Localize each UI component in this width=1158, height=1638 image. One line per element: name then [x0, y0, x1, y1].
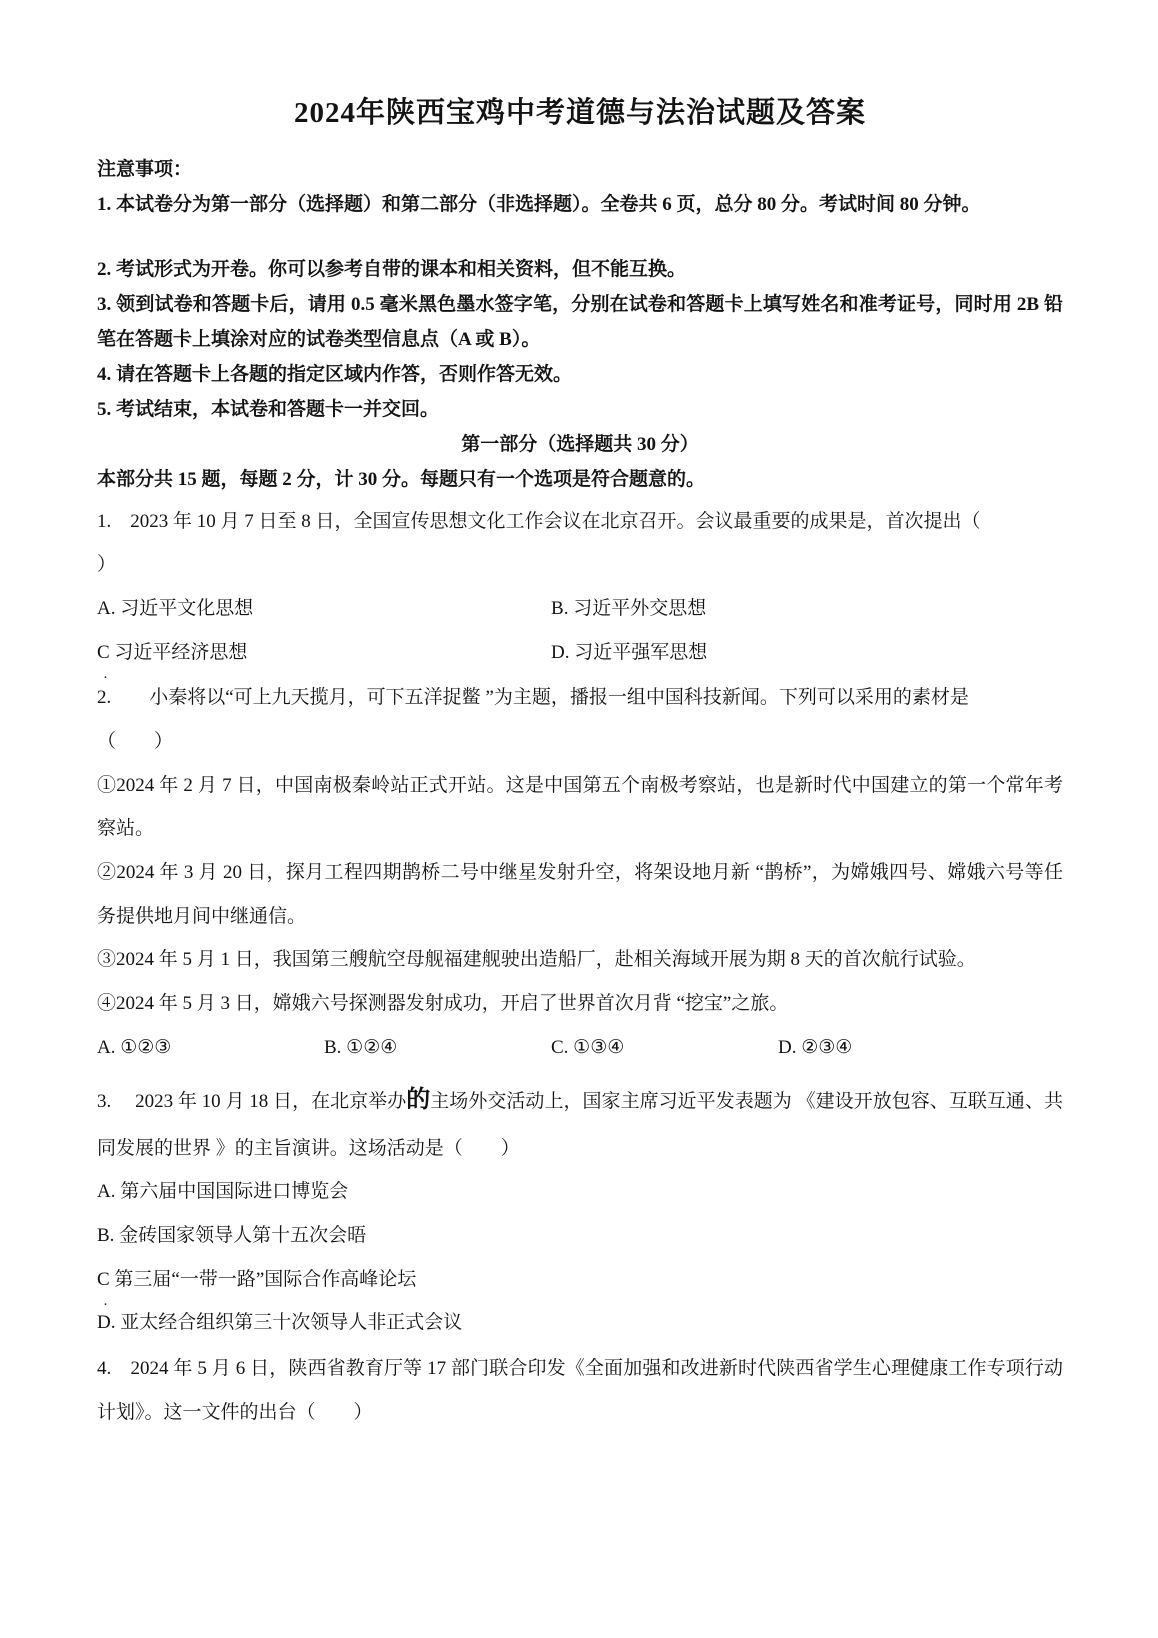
question-3-stem: [97, 1072, 1063, 1171]
question-1-option-d: D. 习近平强军思想: [551, 641, 708, 663]
question-1-options: [97, 587, 1063, 687]
question-2-option-c: C. ①③④: [551, 1036, 625, 1058]
page-title: 2024年陕西宝鸡中考道德与法治试题及答案: [293, 97, 866, 129]
stray-dot-mark: ·: [103, 1297, 108, 1314]
question-1-stem: 1. 2023 年 10 月 7 日至 8 日，全国宣传思想文化工作会议在北京召开。会议最重要的成果是，首次提出（: [97, 510, 981, 532]
question-1-option-a: A. 习近平文化思想: [97, 597, 254, 619]
question-3-stem-pre: 3. 2023 年 10 月 18 日，在北京举办: [97, 1090, 407, 1112]
question-2-item-4: ④2024 年 5 月 3 日，嫦娥六号探测器发射成功，开启了世界首次月背 “挖宝”之旅。: [97, 993, 789, 1015]
question-2-item-2: ②2024 年 3 月 20 日，探月工程四期鹊桥二号中继星发射升空，将架设地月新 “鹊桥”，为嫦娥四号、嫦娥六号等任务提供地月间中继通信。: [97, 862, 1063, 927]
question-2-stem: 2. 小秦将以“可上九天揽月，可下五洋捉鳖 ”为主题，播报一组中国科技新闻。下列可以采用的素材是: [97, 687, 969, 709]
part-instruction: 本部分共 15 题，每题 2 分，计 30 分。每题只有一个选项是符合题意的。: [97, 468, 706, 490]
notice-item-5: 5. 考试结束，本试卷和答题卡一并交回。: [97, 398, 440, 420]
question-3-stem-emphasis: 的: [406, 1085, 431, 1113]
notice-item-1: 1. 本试卷分为第一部分（选择题）和第二部分（非选择题）。全卷共 6 页，总分 80 分。考试时间 80 分钟。: [97, 193, 981, 215]
question-3-option-c-label: C 第三届“一带一路”国际合作高峰论坛: [97, 1268, 417, 1290]
question-2-option-b: B. ①②④: [324, 1036, 398, 1058]
question-4-stem: 4. 2024 年 5 月 6 日，陕西省教育厅等 17 部门联合印发《全面加强和改进新时代陕西省学生心理健康工作专项行动计划》。这一文件的出台（ ）: [97, 1358, 1063, 1423]
questions-area: [97, 500, 1063, 1435]
notice-item-4: 4. 请在答题卡上各题的指定区域内作答，否则作答无效。: [97, 363, 573, 385]
question-3-option-a: A. 第六届中国国际进口博览会: [97, 1181, 349, 1203]
question-1-option-b: B. 习近平外交思想: [551, 597, 707, 619]
question-2-item-1: ①2024 年 2 月 7 日，中国南极秦岭站正式开站。这是中国第五个南极考察站，也是新时代中国建立的第一个常年考察站。: [97, 774, 1063, 840]
question-2-option-a: A. ①②③: [97, 1036, 172, 1058]
question-3-option-c: [97, 1258, 1063, 1314]
question-3: [97, 1072, 1063, 1346]
question-1-option-c-label: C 习近平经济思想: [97, 641, 248, 663]
question-1-stem-continuation: ）: [97, 554, 117, 576]
question-3-stem-post: 主场外交活动上，国家主席习近平发表题为 《建设开放包容、互联互通、共同发展的世界 》的主旨演讲。这场活动是（ ）: [97, 1090, 1063, 1159]
question-3-option-b: B. 金砖国家领导人第十五次会晤: [97, 1225, 367, 1247]
part-heading: 第一部分（选择题共 30 分）: [461, 433, 699, 455]
stray-dot-mark: ·: [103, 670, 108, 687]
question-3-option-d: D. 亚太经合组织第三十次领导人非正式会议: [97, 1312, 463, 1334]
question-2-options: [97, 1026, 1063, 1070]
notice-item-3: 3. 领到试卷和答题卡后，请用 0.5 毫米黑色墨水签字笔，分别在试卷和答题卡上填写姓名和准考证号，同时用 2B 铅笔在答题卡上填涂对应的试卷类型信息点（A 或 B）。: [97, 293, 1063, 350]
question-2-stem-continuation: （ ）: [97, 731, 174, 753]
question-2: [97, 676, 1063, 1069]
question-1-option-c: [97, 631, 551, 687]
exam-notices: [97, 153, 1063, 498]
question-2-option-d: D. ②③④: [778, 1036, 853, 1058]
question-4: [97, 1347, 1063, 1434]
question-2-item-3: ③2024 年 5 月 1 日，我国第三艘航空母舰福建舰驶出造船厂，赴相关海域开展为期 8 天的首次航行试验。: [97, 949, 976, 971]
notice-heading: 注意事项：: [97, 159, 193, 180]
notice-item-2: 2. 考试形式为开卷。你可以参考自带的课本和相关资料，但不能互换。: [97, 258, 687, 280]
question-1: [97, 500, 1063, 687]
